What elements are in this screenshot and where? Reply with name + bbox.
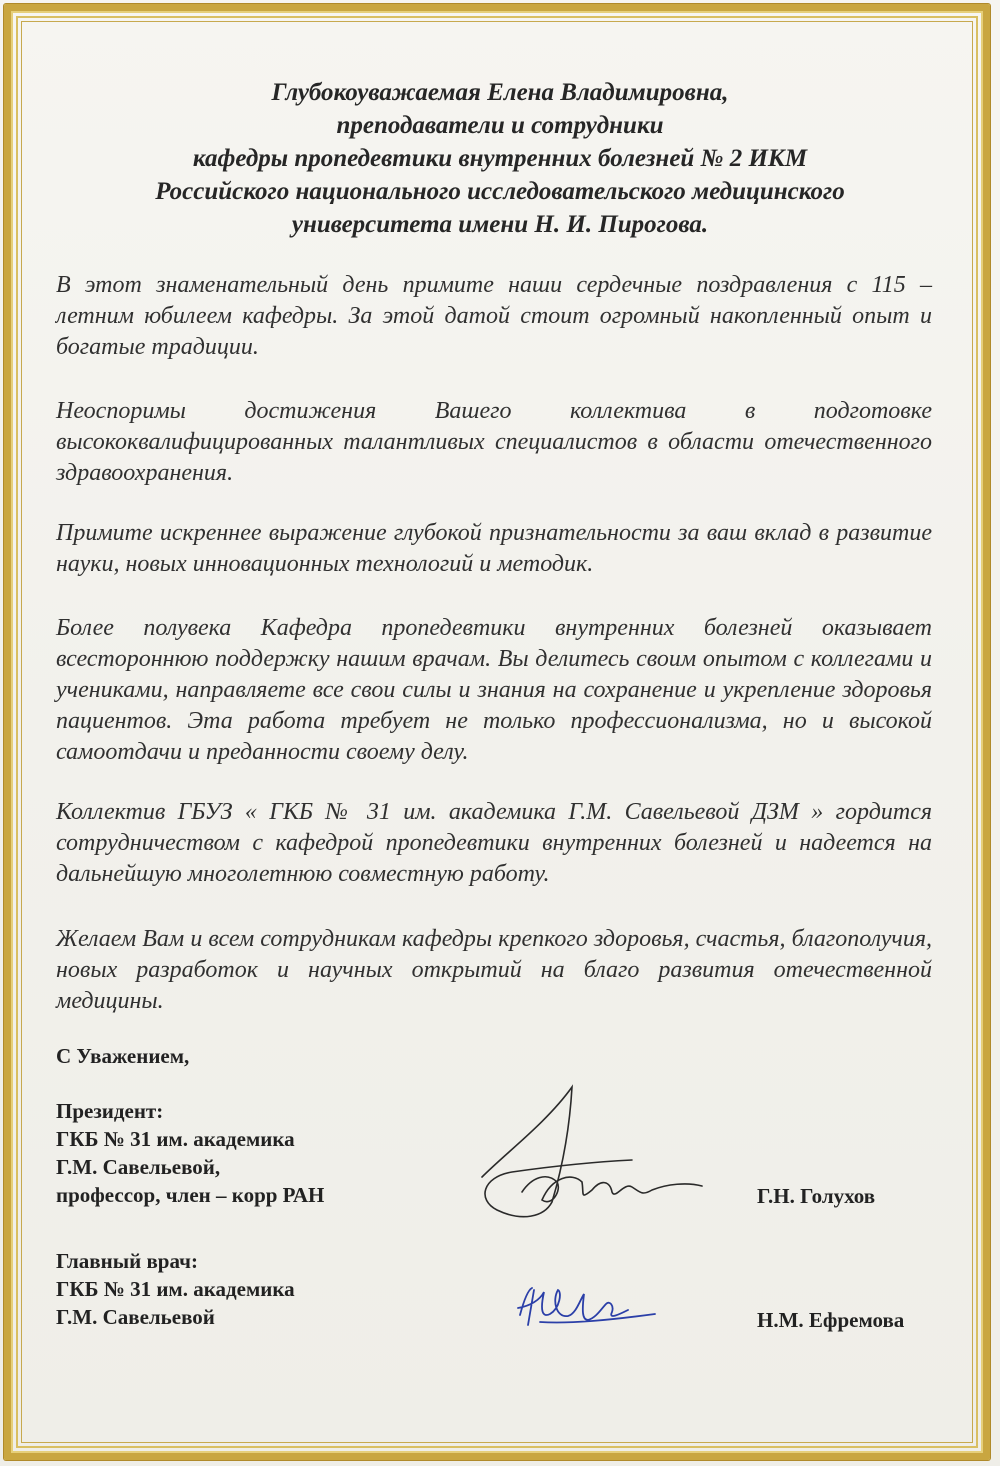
chief-doctor-signature — [510, 1270, 660, 1340]
president-line-3: Г.М. Савельевой, — [56, 1155, 221, 1179]
president-line-1: Президент: — [56, 1099, 164, 1123]
paragraph-cooperation: Коллектив ГБУЗ « ГКБ № 31 им. академика Г.М. Савельевой ДЗМ » гордится сотрудничеством с кафедрой пропедевтики внутренних болезней и надеется на дальнейшую многолетнюю совместную работу. — [56, 799, 932, 887]
chief-doctor-title-block — [56, 1247, 295, 1331]
paragraph-achievements: Неоспоримы достижения Вашего коллектива в подготовке высококвалифицированных талантливых специалистов в области отечественного здравоохранения. — [56, 398, 932, 486]
president-title-block — [56, 1097, 324, 1209]
paragraph-wishes: Желаем Вам и всем сотрудникам кафедры крепкого здоровья, счастья, благополучия, новых разработок и научных открытий на благо развития отечественной медицины. — [56, 926, 932, 1014]
heading-line-2: преподаватели и сотрудники — [336, 112, 664, 139]
heading-line-4: Российского национального исследовательского медицинского — [155, 178, 845, 205]
president-signature — [452, 1082, 732, 1232]
heading-line-5: университета имени Н. И. Пирогова. — [291, 211, 709, 238]
chief-line-2: ГКБ № 31 им. академика — [56, 1277, 295, 1301]
chief-line-3: Г.М. Савельевой — [56, 1305, 215, 1329]
chief-line-1: Главный врач: — [56, 1249, 198, 1273]
president-line-4: профессор, член – корр РАН — [56, 1183, 325, 1207]
president-name: Г.Н. Голухов — [757, 1184, 876, 1208]
paragraph-gratitude: Примите искреннее выражение глубокой признательности за ваш вклад в развитие науки, новых инновационных технологий и методик. — [56, 520, 932, 577]
closing-regards: С Уважением, — [56, 1044, 190, 1068]
paragraph-support: Более полувека Кафедра пропедевтики внутренних болезней оказывает всестороннюю поддержку нашим врачам. Вы делитесь своим опытом с коллегами и учениками, направляете все свои силы и знания на сохранение и укрепление здоровья пациентов. Эта работа требует не только профессионализма, но и высокой самоотдачи и преданности своему делу. — [56, 615, 932, 765]
heading-line-1: Глубокоуважаемая Елена Владимировна, — [271, 79, 729, 106]
letter-heading — [60, 76, 940, 241]
chief-doctor-name: Н.М. Ефремова — [757, 1308, 905, 1332]
heading-line-3: кафедры пропедевтики внутренних болезней № 2 ИКМ — [192, 145, 808, 172]
paragraph-congratulations: В этот знаменательный день примите наши сердечные поздравления с 115 – летним юбилеем кафедры. За этой датой стоит огромный накопленный опыт и богатые традиции. — [56, 272, 932, 360]
president-line-2: ГКБ № 31 им. академика — [56, 1127, 295, 1151]
